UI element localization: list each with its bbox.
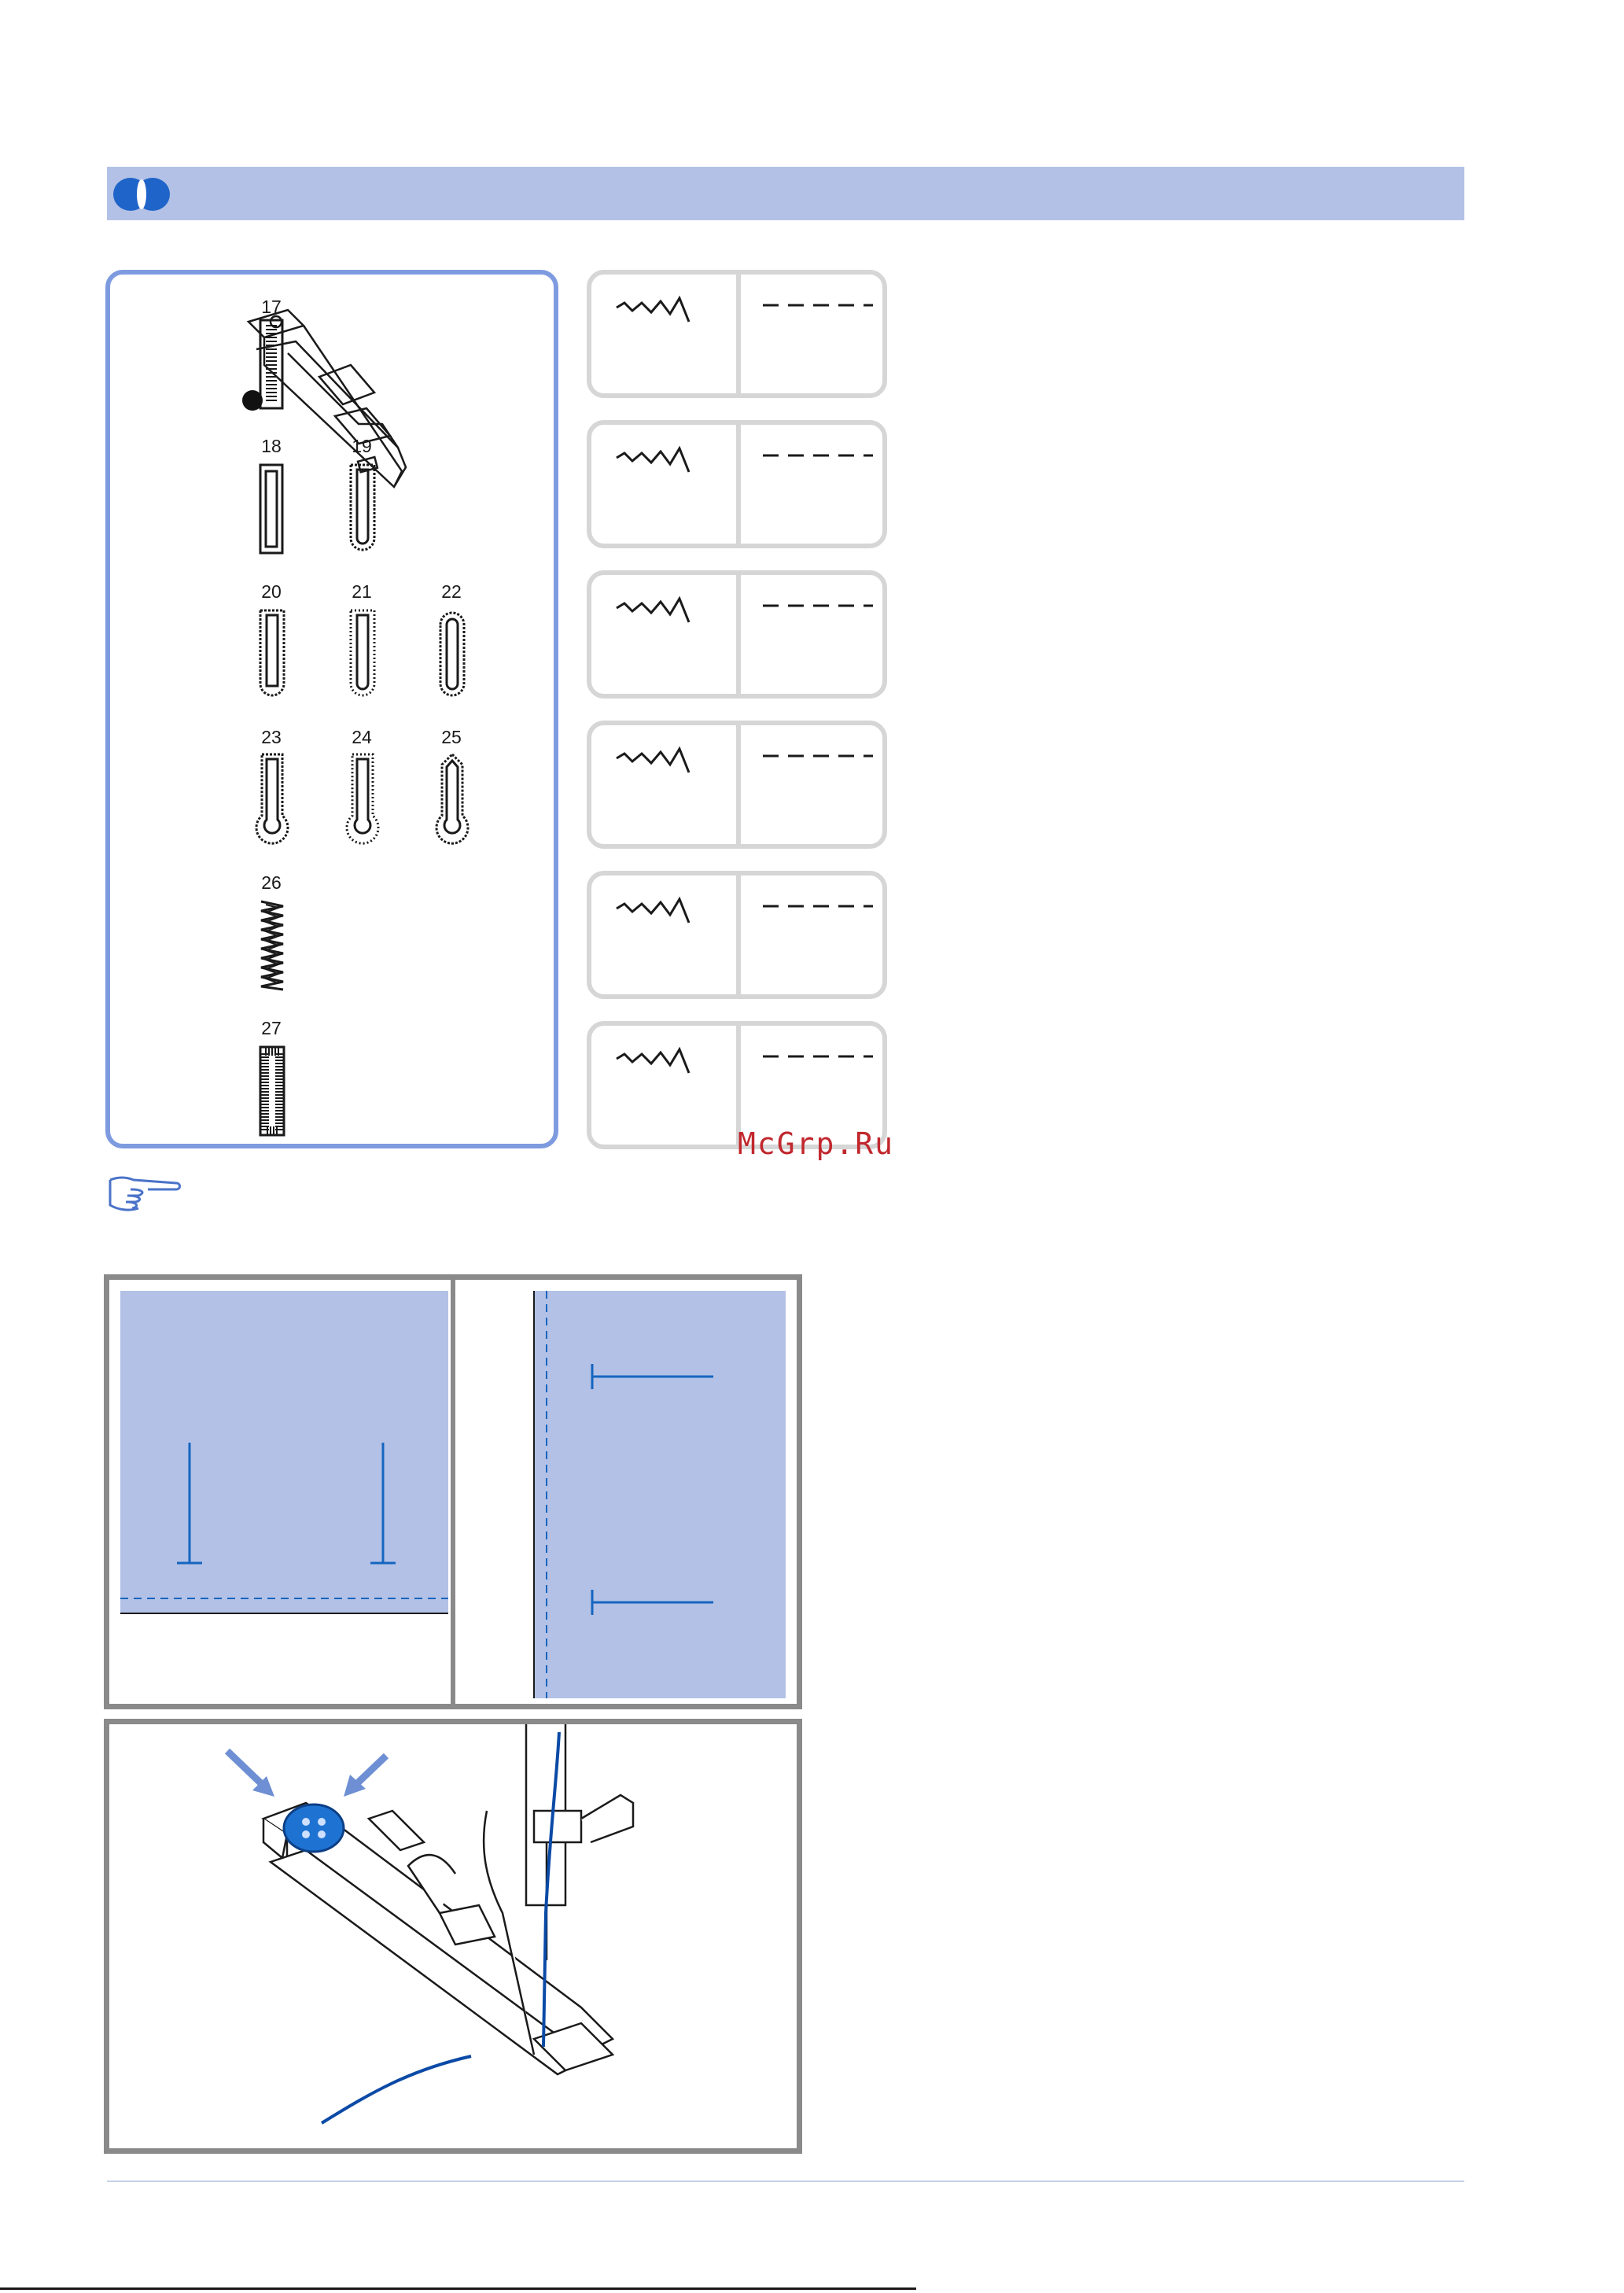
stitch-number-22: 22 xyxy=(441,581,462,602)
watermark-text: McGrp.Ru xyxy=(738,1126,895,1161)
setting-card xyxy=(587,871,887,999)
black-dot-icon xyxy=(241,389,264,412)
stitch-number-18: 18 xyxy=(261,436,282,456)
dashed-length-icon xyxy=(763,752,873,760)
buttonhole-20-icon xyxy=(256,609,288,703)
card-divider xyxy=(736,275,741,393)
stitch-number-19: 19 xyxy=(352,436,372,456)
footer-rule xyxy=(107,2181,1464,2182)
buttonhole-22-icon xyxy=(436,609,468,703)
stitch-number-24: 24 xyxy=(352,727,372,747)
stitch-number-26: 26 xyxy=(261,872,282,893)
brand-logo-icon xyxy=(110,176,173,212)
pointing-hand-icon xyxy=(107,1172,182,1216)
arrow-icon xyxy=(344,1756,386,1797)
card-divider xyxy=(736,425,741,544)
buttonhole-26-icon xyxy=(259,900,285,991)
card-divider xyxy=(736,725,741,844)
stitch-number-23: 23 xyxy=(261,727,282,747)
stitch-number-17: 17 xyxy=(261,297,282,317)
card-divider xyxy=(736,876,741,994)
dashed-length-icon xyxy=(763,902,873,910)
card-divider xyxy=(736,575,741,694)
dashed-length-icon xyxy=(763,602,873,610)
zigzag-width-icon xyxy=(615,743,717,774)
setting-card xyxy=(587,420,887,548)
zigzag-width-icon xyxy=(615,592,717,624)
arrow-icon xyxy=(227,1751,274,1797)
button-foot-diagram xyxy=(104,1719,802,2154)
dashed-length-icon xyxy=(763,452,873,459)
zigzag-width-icon xyxy=(615,1043,717,1075)
stitch-number-25: 25 xyxy=(441,727,462,747)
buttonhole-21-icon xyxy=(347,609,378,703)
dashed-length-icon xyxy=(763,1052,873,1060)
zigzag-width-icon xyxy=(615,292,717,323)
setting-card xyxy=(587,270,887,398)
stitch-number-21: 21 xyxy=(352,581,372,602)
dashed-length-icon xyxy=(763,301,873,309)
fabric-right xyxy=(534,1291,786,1698)
fabric-left xyxy=(120,1291,448,1613)
zigzag-width-icon xyxy=(615,442,717,474)
buttonhole-24-icon xyxy=(343,753,382,851)
buttonhole-19-icon xyxy=(347,463,378,558)
setting-card xyxy=(587,570,887,699)
buttonhole-25-icon xyxy=(433,753,472,851)
fabric-marking-diagram xyxy=(104,1274,802,1709)
buttonhole-23-icon xyxy=(252,753,292,851)
fabric-marking-illustration xyxy=(109,1280,797,1704)
zigzag-width-icon xyxy=(615,893,717,924)
button-icon xyxy=(284,1805,344,1852)
buttonhole-27-icon xyxy=(259,1045,285,1137)
stitch-number-27: 27 xyxy=(261,1018,282,1038)
buttonhole-18-icon xyxy=(259,463,284,555)
buttonhole-foot-illustration xyxy=(109,1724,797,2148)
buttonhole-stitch-panel xyxy=(105,270,558,1148)
section-header-bar xyxy=(107,167,1464,220)
page-bottom-rule xyxy=(0,2287,916,2290)
setting-card xyxy=(587,721,887,849)
stitch-number-20: 20 xyxy=(261,581,282,602)
